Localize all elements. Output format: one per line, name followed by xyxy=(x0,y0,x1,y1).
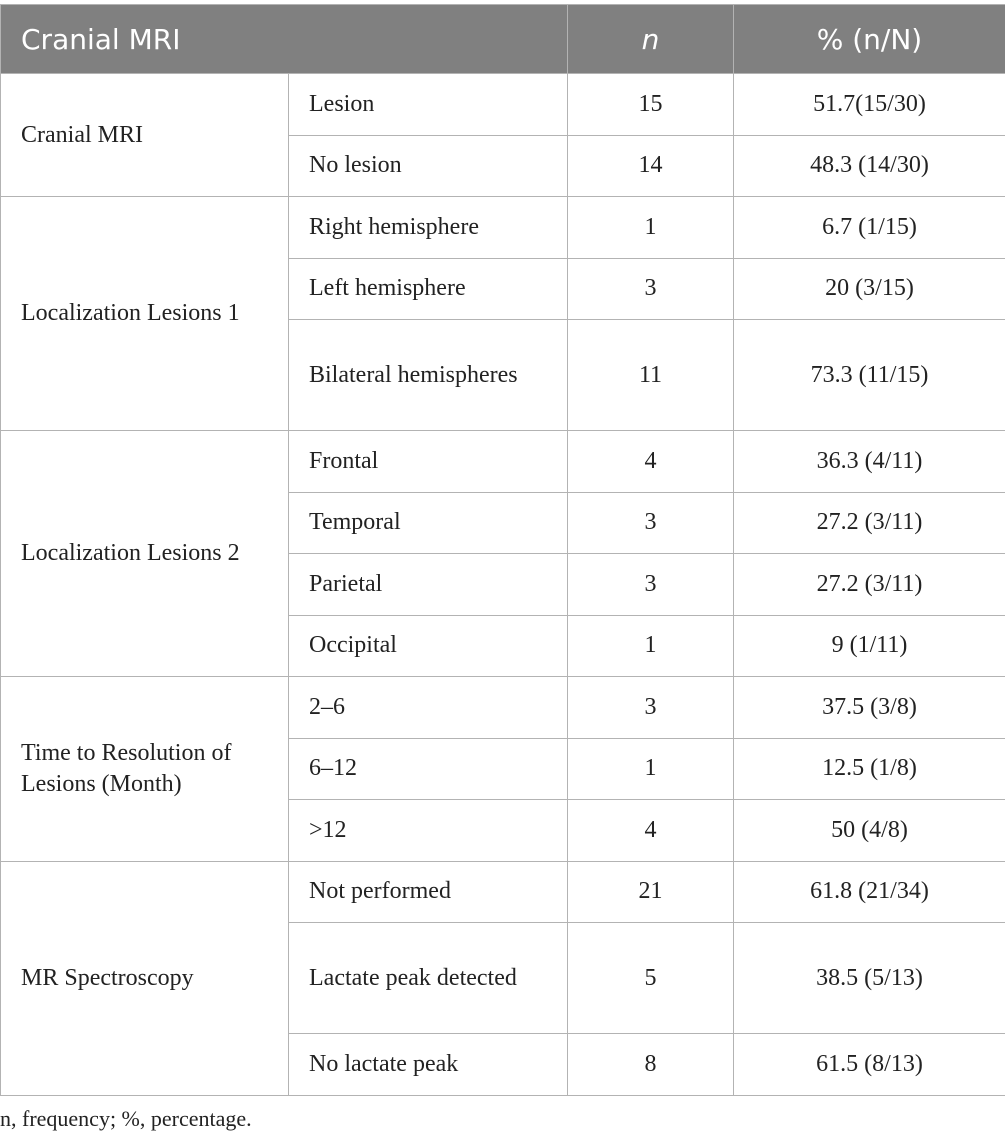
n-cell: 4 xyxy=(568,800,734,862)
n-cell: 11 xyxy=(568,320,734,431)
table-row xyxy=(1,677,1005,739)
item-cell: Not performed xyxy=(289,861,568,923)
percent-cell: 6.7 (1/15) xyxy=(734,197,1005,259)
item-cell: Lactate peak detected xyxy=(289,923,568,1034)
header-category: Cranial MRI xyxy=(1,5,568,74)
item-cell: 2–6 xyxy=(289,677,568,739)
cranial-mri-table xyxy=(0,4,1005,1096)
group-label: MR Spectroscopy xyxy=(1,861,289,1095)
n-cell: 1 xyxy=(568,197,734,259)
percent-cell: 37.5 (3/8) xyxy=(734,677,1005,739)
item-cell: Bilateral hemispheres xyxy=(289,320,568,431)
n-cell: 8 xyxy=(568,1034,734,1096)
percent-cell: 36.3 (4/11) xyxy=(734,431,1005,493)
item-cell: Left hemisphere xyxy=(289,258,568,320)
percent-cell: 20 (3/15) xyxy=(734,258,1005,320)
n-cell: 1 xyxy=(568,615,734,677)
percent-cell: 48.3 (14/30) xyxy=(734,135,1005,197)
item-cell: No lesion xyxy=(289,135,568,197)
item-cell: Lesion xyxy=(289,74,568,136)
item-cell: Right hemisphere xyxy=(289,197,568,259)
n-cell: 3 xyxy=(568,258,734,320)
n-cell: 3 xyxy=(568,554,734,616)
percent-cell: 61.8 (21/34) xyxy=(734,861,1005,923)
group-label: Localization Lesions 1 xyxy=(1,197,289,431)
group-label: Localization Lesions 2 xyxy=(1,431,289,677)
group-label: Time to Resolution of Lesions (Month) xyxy=(1,677,289,862)
header-row xyxy=(1,5,1005,74)
n-cell: 3 xyxy=(568,492,734,554)
n-cell: 15 xyxy=(568,74,734,136)
percent-cell: 12.5 (1/8) xyxy=(734,738,1005,800)
percent-cell: 51.7(15/30) xyxy=(734,74,1005,136)
n-cell: 21 xyxy=(568,861,734,923)
percent-cell: 27.2 (3/11) xyxy=(734,492,1005,554)
n-cell: 3 xyxy=(568,677,734,739)
footnote: n, frequency; %, percentage. xyxy=(0,1106,252,1131)
item-cell: >12 xyxy=(289,800,568,862)
item-cell: Occipital xyxy=(289,615,568,677)
table-row xyxy=(1,197,1005,259)
group-label: Cranial MRI xyxy=(1,74,289,197)
item-cell: Frontal xyxy=(289,431,568,493)
item-cell: No lactate peak xyxy=(289,1034,568,1096)
percent-cell: 27.2 (3/11) xyxy=(734,554,1005,616)
n-cell: 14 xyxy=(568,135,734,197)
percent-cell: 50 (4/8) xyxy=(734,800,1005,862)
n-cell: 4 xyxy=(568,431,734,493)
percent-cell: 9 (1/11) xyxy=(734,615,1005,677)
percent-cell: 38.5 (5/13) xyxy=(734,923,1005,1034)
percent-cell: 61.5 (8/13) xyxy=(734,1034,1005,1096)
n-cell: 5 xyxy=(568,923,734,1034)
table-row xyxy=(1,431,1005,493)
table-row xyxy=(1,74,1005,136)
table-row xyxy=(1,861,1005,923)
n-cell: 1 xyxy=(568,738,734,800)
item-cell: Temporal xyxy=(289,492,568,554)
item-cell: Parietal xyxy=(289,554,568,616)
header-n: n xyxy=(568,5,734,74)
percent-cell: 73.3 (11/15) xyxy=(734,320,1005,431)
item-cell: 6–12 xyxy=(289,738,568,800)
header-percent: % (n/N) xyxy=(734,5,1005,74)
